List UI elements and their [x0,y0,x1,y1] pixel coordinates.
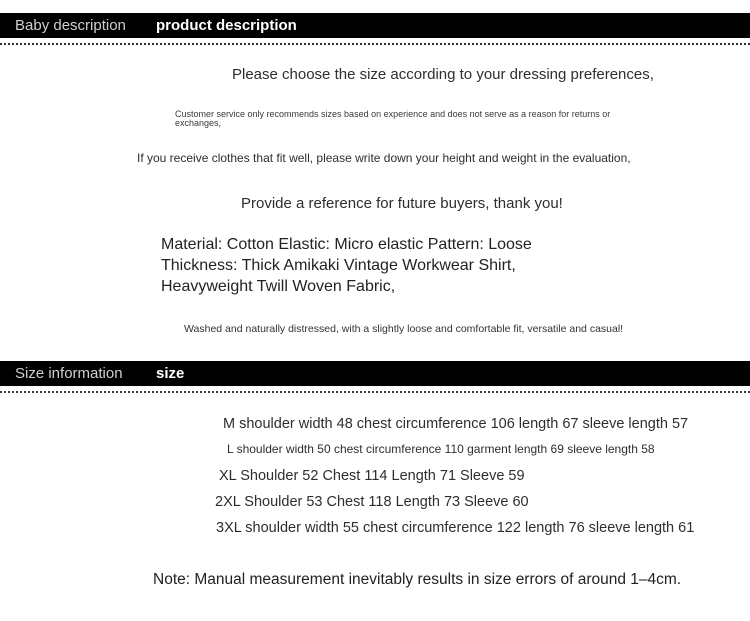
size-information-header [0,361,750,386]
intro-line-3: If you receive clothes that fit well, please write down your height and weight in the evaluation, [137,151,631,165]
dotted-divider [0,43,750,45]
section-label-en: Baby description [15,17,126,34]
section-label-en: Size information [15,365,123,382]
wash-note: Washed and naturally distressed, with a slightly loose and comfortable fit, versatile and casual! [184,323,624,335]
dotted-divider [0,391,750,393]
size-row-xl: XL Shoulder 52 Chest 114 Length 71 Sleeve 59 [219,468,525,484]
intro-line-4: Provide a reference for future buyers, thank you! [241,195,563,212]
intro-line-2a: Customer service only recommends sizes based on experience and does not serve as a reason for returns or [175,109,611,119]
size-row-l: L shoulder width 50 chest circumference 110 garment length 69 sleeve length 58 [227,442,655,456]
size-row-2xl: 2XL Shoulder 53 Chest 118 Length 73 Sleeve 60 [215,494,529,510]
section-label: product description [156,17,297,34]
intro-line-1: Please choose the size according to your dressing preferences, [232,66,654,83]
material-line-2: Thickness: Thick Amikaki Vintage Workwear Shirt, [161,257,516,274]
size-row-3xl: 3XL shoulder width 55 chest circumference 122 length 76 sleeve length 61 [216,520,695,536]
section-label: size [156,365,185,382]
size-row-m: M shoulder width 48 chest circumference 106 length 67 sleeve length 57 [223,416,689,432]
material-line-3: Heavyweight Twill Woven Fabric, [161,278,396,295]
measurement-note: Note: Manual measurement inevitably results in size errors of around 1–4cm. [153,571,682,588]
intro-line-2b: exchanges, [175,118,222,128]
material-line-1: Material: Cotton Elastic: Micro elastic Pattern: Loose [161,236,532,253]
product-description-header [0,13,750,38]
